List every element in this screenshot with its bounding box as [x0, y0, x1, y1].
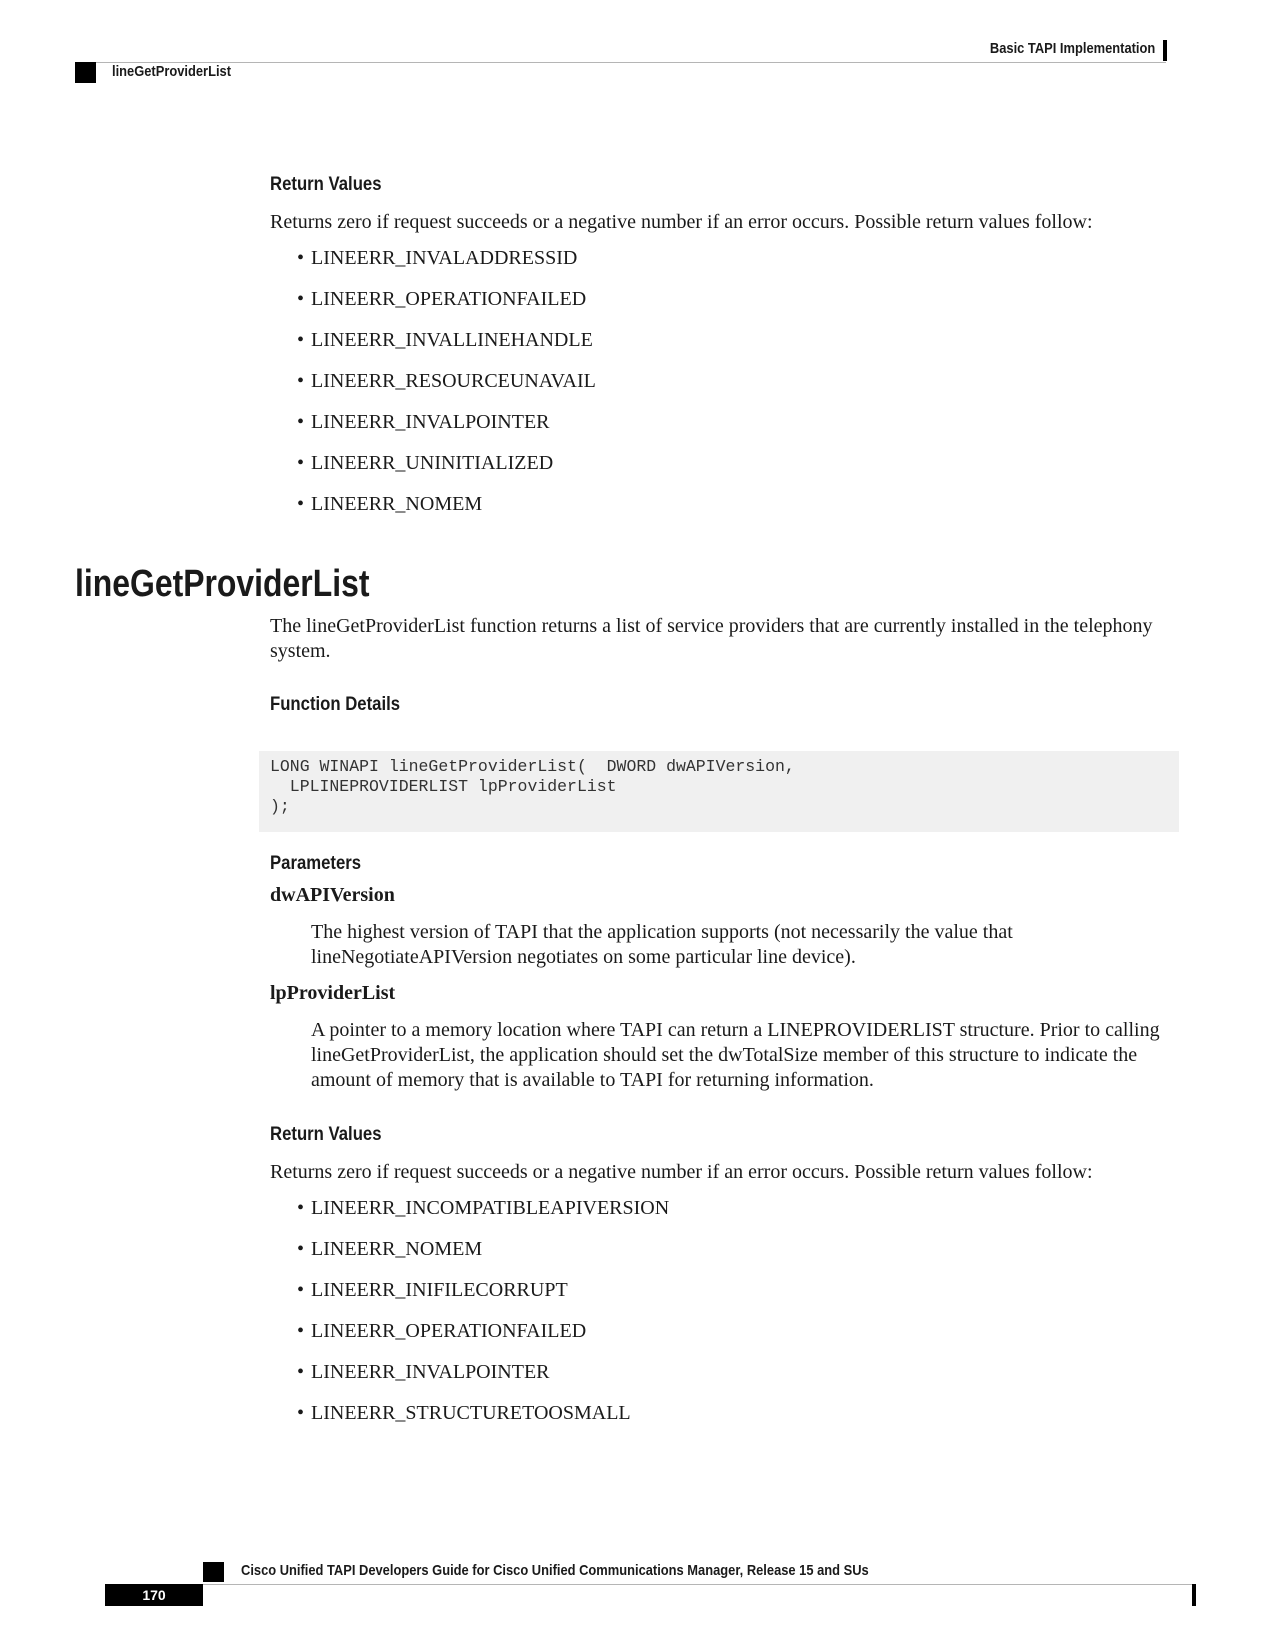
list-item: • LINEERR_INVALPOINTER	[270, 410, 1180, 435]
list-item: • LINEERR_NOMEM	[270, 1237, 1180, 1262]
param-description: A pointer to a memory location where TAPI can return a LINEPROVIDERLIST structure. Prior to calling lineGetProviderList, the application should set the dwTotalSize member of this structure to indicate the amount of memory that is available to TAPI for returning information.	[311, 1019, 1160, 1091]
footer-marker-block	[203, 1562, 224, 1582]
parameters-heading: Parameters	[270, 853, 362, 874]
section-title: lineGetProviderList	[75, 563, 370, 605]
running-header-chapter: Basic TAPI Implementation	[989, 40, 1155, 57]
list-item: • LINEERR_UNINITIALIZED	[270, 451, 1180, 476]
footer-rule	[203, 1584, 1196, 1585]
footer-marker-bar	[1192, 1584, 1196, 1606]
return-values-intro: Returns zero if request succeeds or a negative number if an error occurs. Possible return values follow:	[270, 1161, 1093, 1183]
header-marker-bar	[1163, 40, 1167, 61]
function-signature: LONG WINAPI lineGetProviderList( DWORD dwAPIVersion, LPLINEPROVIDERLIST lpProviderList );	[270, 757, 795, 816]
list-item: • LINEERR_NOMEM	[270, 492, 1180, 517]
page-number: 170	[105, 1584, 203, 1606]
list-item: • LINEERR_OPERATIONFAILED	[270, 287, 1180, 312]
list-item: • LINEERR_INIFILECORRUPT	[270, 1278, 1180, 1303]
list-item: • LINEERR_INCOMPATIBLEAPIVERSION	[270, 1196, 1180, 1221]
function-details-heading: Function Details	[270, 694, 401, 715]
list-item: • LINEERR_INVALPOINTER	[270, 1360, 1180, 1385]
return-values-heading: Return Values	[270, 1124, 382, 1145]
param-name: lpProviderList	[270, 982, 396, 1004]
param-description: The highest version of TAPI that the application supports (not necessarily the value that lineNegotiateAPIVersion negotiates on some particular line device).	[311, 921, 1013, 968]
prev-return-values-list	[270, 246, 1180, 533]
header-marker-block	[75, 62, 96, 83]
return-values-list	[270, 1196, 1180, 1442]
list-item: • LINEERR_STRUCTURETOOSMALL	[270, 1401, 1180, 1426]
param-name: dwAPIVersion	[270, 884, 395, 906]
list-item: • LINEERR_INVALLINEHANDLE	[270, 328, 1180, 353]
header-rule	[75, 62, 1166, 63]
list-item: • LINEERR_RESOURCEUNAVAIL	[270, 369, 1180, 394]
list-item: • LINEERR_INVALADDRESSID	[270, 246, 1180, 271]
running-header-section: lineGetProviderList	[112, 63, 232, 80]
prev-return-values-intro: Returns zero if request succeeds or a negative number if an error occurs. Possible return values follow:	[270, 211, 1093, 233]
footer-book-title: Cisco Unified TAPI Developers Guide for Cisco Unified Communications Manager, Release 15 and SUs	[241, 1562, 869, 1579]
prev-return-values-heading: Return Values	[270, 174, 382, 195]
list-item: • LINEERR_OPERATIONFAILED	[270, 1319, 1180, 1344]
section-description: The lineGetProviderList function returns a list of service providers that are currently installed in the telephony system.	[270, 615, 1153, 662]
